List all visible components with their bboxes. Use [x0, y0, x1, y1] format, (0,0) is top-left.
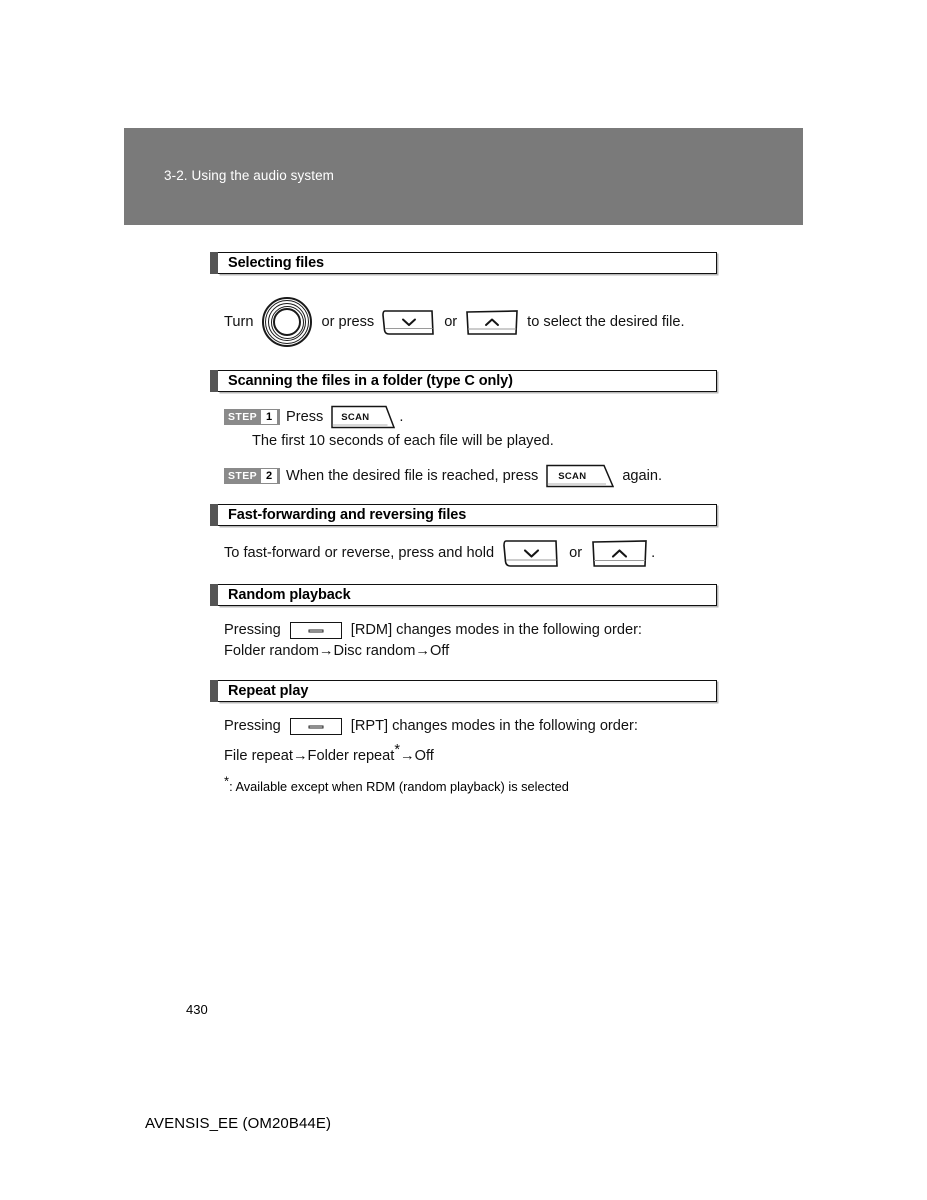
- step-1-period: .: [399, 408, 404, 425]
- instruction-text-suffix: to select the desired file.: [527, 313, 685, 330]
- scan-step-1-row: [210, 405, 717, 429]
- spacer: [210, 568, 717, 584]
- section-heading-box: [218, 370, 717, 392]
- scan-button-icon[interactable]: [546, 464, 614, 488]
- spacer: [210, 526, 717, 539]
- scan-button-icon[interactable]: [331, 405, 395, 429]
- seek-down-button-icon[interactable]: [382, 309, 436, 336]
- step-2-after-text: again.: [622, 467, 663, 484]
- section-tab-marker: [210, 252, 218, 274]
- spacer: [210, 274, 717, 296]
- repeat-order-asterisk: *: [394, 742, 401, 759]
- section-tab-marker: [210, 584, 218, 606]
- section-heading-text: Repeat play: [228, 683, 309, 699]
- spacer: [210, 767, 717, 778]
- instruction-text-or-press: or press: [321, 313, 375, 330]
- spacer: [210, 702, 717, 716]
- instruction-text-turn: Turn: [224, 313, 254, 330]
- section-heading-text: Scanning the files in a folder (type C only): [228, 373, 513, 389]
- repeat-prefix: Pressing: [224, 718, 281, 734]
- rdm-button-icon[interactable]: [290, 622, 342, 639]
- random-prefix: Pressing: [224, 622, 281, 638]
- selecting-files-instruction: [210, 296, 717, 348]
- repeat-order-post: →Off: [400, 748, 434, 764]
- spacer: [210, 662, 717, 680]
- section-heading-scanning-files: [210, 370, 717, 392]
- spacer: [210, 606, 717, 620]
- section-tab-marker: [210, 370, 218, 392]
- step-badge-number: 2: [261, 469, 277, 483]
- step-badge-2: [224, 468, 280, 484]
- step-badge-word: STEP: [228, 470, 258, 482]
- step-1-text: Press: [286, 408, 324, 425]
- random-order-text: Folder random→Disc random→Off: [224, 643, 450, 659]
- scan-button-label: SCAN: [558, 470, 587, 482]
- random-suffix: [RDM] changes modes in the following order:: [350, 622, 642, 638]
- fast-forward-prefix: To fast-forward or reverse, press and hold: [224, 545, 495, 561]
- spacer: [210, 352, 717, 370]
- rotary-dial-icon: [261, 296, 313, 348]
- seek-up-button-icon[interactable]: [591, 539, 648, 568]
- chapter-label: 3-2. Using the audio system: [164, 168, 335, 183]
- seek-down-button-icon[interactable]: [503, 539, 560, 568]
- section-heading-box: [218, 504, 717, 526]
- rpt-button-icon[interactable]: [290, 718, 342, 735]
- document-code: AVENSIS_EE (OM20B44E): [145, 1115, 332, 1132]
- random-playback-instruction: [210, 620, 717, 641]
- repeat-suffix: [RPT] changes modes in the following order:: [350, 718, 638, 734]
- repeat-play-instruction: [210, 716, 717, 737]
- chapter-header-band: [124, 128, 803, 225]
- spacer: [210, 737, 717, 746]
- section-heading-selecting-files: [210, 252, 717, 274]
- fast-forward-instruction: [210, 539, 717, 568]
- scan-step-2-row: [210, 464, 717, 488]
- repeat-order-text: [210, 742, 717, 767]
- section-heading-text: Selecting files: [228, 255, 325, 271]
- scan-step-1-note: The first 10 seconds of each file will be played.: [252, 433, 554, 449]
- spacer: [210, 488, 717, 504]
- footnote-text: : Available except when RDM (random playback) is selected: [229, 779, 569, 794]
- section-heading-box: [218, 252, 717, 274]
- spacer: [210, 452, 717, 464]
- section-heading-text: Random playback: [228, 587, 351, 603]
- step-badge-word: STEP: [228, 411, 258, 423]
- fast-forward-suffix: .: [651, 545, 656, 561]
- fast-forward-mid: or: [569, 545, 583, 561]
- spacer: [210, 392, 717, 405]
- section-heading-box: [218, 680, 717, 702]
- step-badge-number: 1: [261, 410, 277, 424]
- section-heading-box: [218, 584, 717, 606]
- step-2-text: When the desired file is reached, press: [286, 467, 539, 484]
- section-tab-marker: [210, 504, 218, 526]
- repeat-order-pre: File repeat→Folder repeat: [224, 748, 395, 764]
- footnote-asterisk: *: [224, 773, 230, 789]
- instruction-text-or: or: [444, 313, 458, 330]
- section-tab-marker: [210, 680, 218, 702]
- page-number: 430: [186, 1002, 208, 1017]
- step-badge-1: [224, 409, 280, 425]
- page-content: [210, 252, 717, 796]
- seek-up-button-icon[interactable]: [465, 309, 519, 336]
- section-heading-random-playback: [210, 584, 717, 606]
- scan-button-label: SCAN: [341, 411, 370, 423]
- section-heading-repeat-play: [210, 680, 717, 702]
- section-heading-fast-forwarding: [210, 504, 717, 526]
- repeat-footnote: [210, 773, 717, 796]
- section-heading-text: Fast-forwarding and reversing files: [228, 507, 467, 523]
